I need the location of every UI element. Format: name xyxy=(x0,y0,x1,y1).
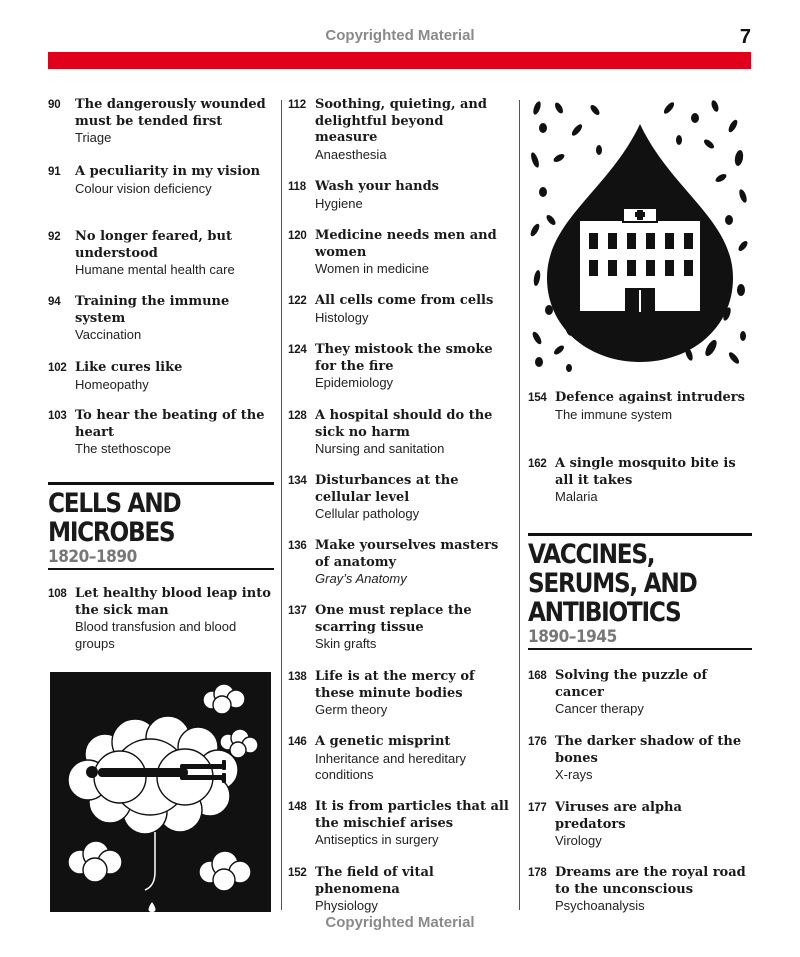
contents-entry[interactable] xyxy=(528,800,752,850)
entry-title: They mistook the smoke for the fire xyxy=(315,342,493,374)
contents-entry[interactable] xyxy=(528,734,752,784)
entry-subtitle: Gray’s Anatomy xyxy=(315,571,407,586)
entry-page-number: 146 xyxy=(288,736,307,748)
contents-entry[interactable] xyxy=(288,669,510,719)
entry-title: A hospital should do the sick no harm xyxy=(315,408,493,440)
contents-entry[interactable] xyxy=(48,360,274,393)
entry-page-number: 137 xyxy=(288,605,307,617)
entry-page-number: 178 xyxy=(528,867,547,879)
entry-title: The field of vital phenomena xyxy=(315,865,434,897)
column-divider xyxy=(519,100,520,910)
entry-title: The dangerously wounded must be tended first xyxy=(75,97,266,129)
section-title-line: SERUMS, AND xyxy=(528,568,697,599)
contents-entry[interactable] xyxy=(288,97,510,163)
entry-subtitle: Malaria xyxy=(555,489,598,504)
entry-page-number: 118 xyxy=(288,181,306,193)
entry-page-number: 103 xyxy=(48,410,67,422)
entry-subtitle: Epidemiology xyxy=(315,375,394,390)
entry-page-number: 177 xyxy=(528,802,547,814)
entry-subtitle: Inheritance and hereditary conditions xyxy=(315,750,467,782)
entry-page-number: 92 xyxy=(48,231,61,243)
entry-subtitle: Colour vision deficiency xyxy=(75,180,212,196)
entry-page-number: 94 xyxy=(48,296,61,308)
illustration-patient-on-clouds xyxy=(50,672,271,912)
entry-title: Disturbances at the cellular level xyxy=(315,473,459,505)
entry-subtitle: Cellular pathology xyxy=(315,506,420,521)
contents-entry[interactable] xyxy=(288,179,510,212)
section-title-line: CELLS AND xyxy=(48,488,181,519)
section-heading-vaccines-serums-antibiotics xyxy=(528,533,752,650)
entry-title: All cells come from cells xyxy=(315,293,494,308)
entry-subtitle: Blood transfusion and blood groups xyxy=(75,619,237,651)
entry-title: Dreams are the royal road to the unconscious xyxy=(555,865,746,897)
entry-title: Solving the puzzle of cancer xyxy=(555,668,708,700)
contents-entry[interactable] xyxy=(48,294,274,344)
entry-title: No longer feared, but understood xyxy=(75,229,232,261)
contents-entry[interactable] xyxy=(288,408,510,458)
entry-title: Training the immune system xyxy=(75,294,230,326)
contents-entry[interactable] xyxy=(528,390,752,423)
entry-title: It is from particles that all the mischief arises xyxy=(315,799,509,831)
entry-subtitle: Humane mental health care xyxy=(75,262,235,277)
entry-subtitle: Histology xyxy=(315,309,369,325)
entry-page-number: 152 xyxy=(288,867,307,879)
contents-entry[interactable] xyxy=(288,473,510,523)
contents-entry[interactable] xyxy=(288,293,510,326)
entry-page-number: 176 xyxy=(528,736,547,748)
entry-subtitle: Hygiene xyxy=(315,195,363,211)
entry-subtitle: Homeopathy xyxy=(75,376,149,392)
entry-page-number: 102 xyxy=(48,362,67,374)
contents-entry[interactable] xyxy=(48,586,274,652)
entry-page-number: 120 xyxy=(288,230,307,242)
entry-title: Wash your hands xyxy=(315,179,439,194)
contents-entry[interactable] xyxy=(48,408,274,458)
entry-page-number: 112 xyxy=(288,99,306,111)
contents-entry[interactable] xyxy=(288,228,510,278)
contents-entry[interactable] xyxy=(528,456,752,506)
section-years: 1820–1890 xyxy=(48,547,137,567)
entry-title: Like cures like xyxy=(75,360,183,375)
entry-title: Life is at the mercy of these minute bodies xyxy=(315,669,475,701)
entry-page-number: 134 xyxy=(288,475,307,487)
entry-title: A genetic misprint xyxy=(315,734,451,749)
column-divider xyxy=(281,100,282,910)
contents-entry[interactable] xyxy=(288,734,510,784)
entry-subtitle: Psychoanalysis xyxy=(555,898,645,913)
entry-page-number: 90 xyxy=(48,99,61,111)
entry-page-number: 124 xyxy=(288,344,307,356)
entry-subtitle: The immune system xyxy=(555,406,673,422)
entry-page-number: 162 xyxy=(528,458,547,470)
entry-subtitle: X-rays xyxy=(555,767,593,782)
entry-title: The darker shadow of the bones xyxy=(555,734,742,766)
entry-subtitle: Anaesthesia xyxy=(315,146,387,162)
contents-entry[interactable] xyxy=(288,799,510,849)
contents-entry[interactable] xyxy=(528,865,752,915)
page-number: 7 xyxy=(739,26,751,48)
section-title-line: ANTIBIOTICS xyxy=(528,597,681,628)
entry-page-number: 128 xyxy=(288,410,307,422)
entry-page-number: 136 xyxy=(288,540,307,552)
entry-title: A peculiarity in my vision xyxy=(75,164,261,179)
illustration-hospital-drop xyxy=(529,100,751,372)
entry-title: Defence against intruders xyxy=(555,390,745,405)
entry-page-number: 108 xyxy=(48,588,67,600)
entry-page-number: 138 xyxy=(288,671,307,683)
entry-title: Viruses are alpha predators xyxy=(555,800,682,832)
contents-entry[interactable] xyxy=(48,97,274,147)
copyright-watermark-top: Copyrighted Material xyxy=(325,27,475,44)
entry-subtitle: Vaccination xyxy=(75,327,142,342)
entry-subtitle: Triage xyxy=(75,130,112,145)
section-heading-cells-and-microbes xyxy=(48,482,274,570)
entry-subtitle: Skin grafts xyxy=(315,636,377,651)
entry-title: One must replace the scarring tissue xyxy=(315,603,472,635)
contents-entry[interactable] xyxy=(288,603,510,653)
entry-page-number: 148 xyxy=(288,801,307,813)
entry-title: Let healthy blood leap into the sick man xyxy=(75,586,271,618)
entry-subtitle: Nursing and sanitation xyxy=(315,441,445,456)
entry-subtitle: Physiology xyxy=(315,898,378,913)
section-title-line: VACCINES, xyxy=(528,539,655,570)
entry-title: Medicine needs men and women xyxy=(315,228,497,260)
entry-subtitle: Cancer therapy xyxy=(555,701,644,716)
contents-entry[interactable] xyxy=(48,229,274,279)
copyright-watermark-bottom: Copyrighted Material xyxy=(325,914,475,931)
contents-entry[interactable] xyxy=(48,164,274,197)
red-header-band xyxy=(48,52,751,69)
entry-title: Soothing, quieting, and delightful beyond measure xyxy=(315,97,487,145)
contents-entry[interactable] xyxy=(288,865,510,915)
entry-page-number: 154 xyxy=(528,392,547,404)
entry-title: Make yourselves masters of anatomy xyxy=(315,538,499,570)
entry-subtitle: The stethoscope xyxy=(75,441,172,456)
entry-page-number: 91 xyxy=(48,166,61,178)
entry-page-number: 122 xyxy=(288,295,307,307)
contents-entry[interactable] xyxy=(288,342,510,392)
entry-subtitle: Antiseptics in surgery xyxy=(315,832,439,847)
entry-title: A single mosquito bite is all it takes xyxy=(555,456,736,488)
contents-entry[interactable] xyxy=(528,668,752,718)
entry-subtitle: Women in medicine xyxy=(315,261,429,276)
contents-entry[interactable] xyxy=(288,538,510,588)
entry-title: To hear the beating of the heart xyxy=(75,408,265,440)
entry-subtitle: Germ theory xyxy=(315,702,388,717)
section-years: 1890–1945 xyxy=(528,627,617,647)
section-title-line: MICROBES xyxy=(48,517,175,548)
entry-subtitle: Virology xyxy=(555,833,602,848)
entry-page-number: 168 xyxy=(528,670,547,682)
